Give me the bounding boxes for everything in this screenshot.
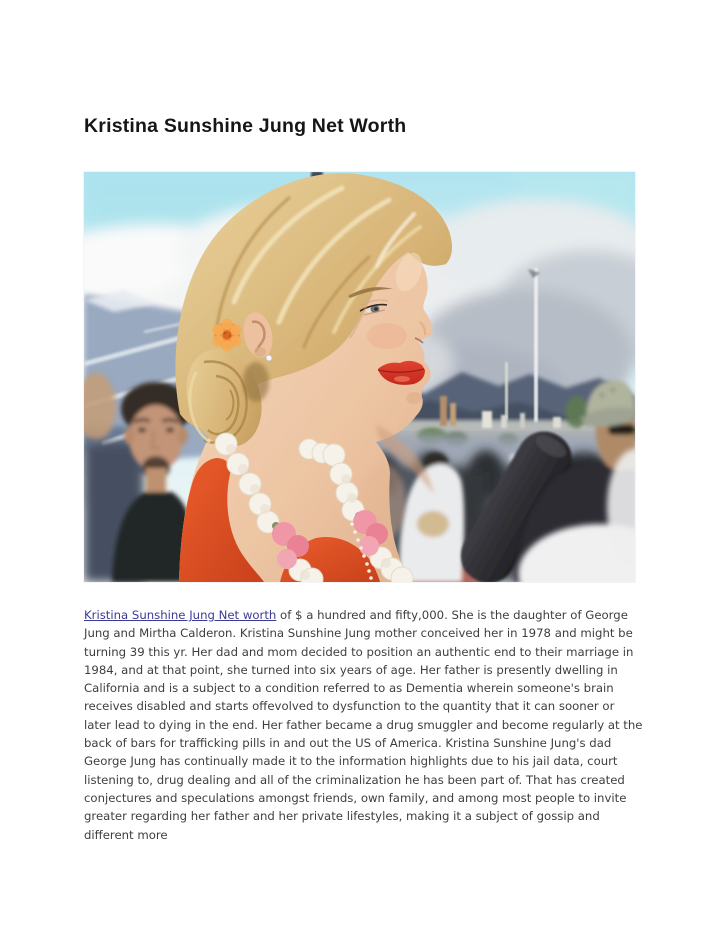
article-text: of $ a hundred and fifty,000. She is the daughter of George Jung and Mirtha Calderon. Kristina Sunshine Jung mother conceived her in 1978 and might be turning 39 this yr. Her dad and mom decided to position an authentic end to their marriage in 1984, and at that point, she turned into six years of age. Her father is presently dwelling in California and is a subject to a condition referred to as Dementia wherein someone's brain receives disabled and starts offevolved to dysfunction to the quantity that it can sooner or later lead to dying in the end. Her father became a drug smuggler and become regularly at the back of bars for trafficking pills in and out the US of America. Kristina Sunshine Jung's dad George Jung has continually made it to the information highlights due to his jail data, court listening to, drug dealing and all of the criminalization he has been part of. That has created conjectures and speculations amongst friends, own family, and among most people to invite greater regarding her father and her private lifestyles, making it a subject of gossip and different more (84, 608, 643, 842)
article-paragraph (84, 606, 644, 844)
article-link[interactable]: Kristina Sunshine Jung Net worth (84, 608, 277, 622)
article-photo (84, 172, 635, 582)
photo-haze (84, 172, 635, 582)
page-title: Kristina Sunshine Jung Net Worth (84, 115, 407, 137)
photo-illustration (84, 172, 635, 582)
